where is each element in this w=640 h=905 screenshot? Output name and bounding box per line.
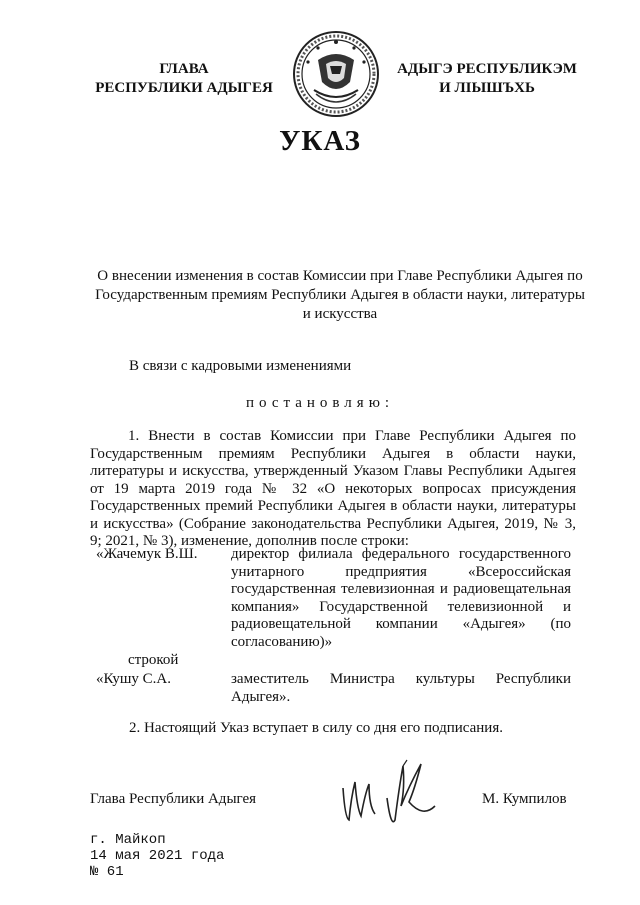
paragraph-2: 2. Настоящий Указ вступает в силу со дня его подписания. — [129, 720, 503, 736]
signatory-name: М. Кумпилов — [482, 791, 567, 807]
handwritten-signature — [335, 758, 445, 828]
document-title: УКАЗ — [279, 125, 361, 157]
decree-number: № 61 — [90, 864, 124, 880]
issuer-line-2: РЕСПУБЛИКИ АДЫГЕЯ — [95, 80, 273, 96]
issuer-adyghe-line-1: АДЫГЭ РЕСПУБЛИКЭМ — [397, 61, 577, 77]
with-line-label: строкой — [128, 652, 179, 668]
issuer-header-russian — [84, 60, 284, 98]
issue-date: 14 мая 2021 года — [90, 848, 225, 864]
document-subject: О внесении изменения в состав Комиссии при Главе Республики Адыгея по Государственным премиям Республики Адыгея в области науки, литературы и искусства — [95, 268, 585, 322]
paragraph-1-text: 1. Внести в состав Комиссии при Главе Республики Адыгея по Государственным премиям Республики Адыгея в области науки, литературы и искусства, утвержденный Указом Главы Республики Адыгея от 19 марта 2019 года № 32 «О некоторых вопросах присуждения Государственных премий Республики Адыгея в области науки, литературы и искусства» (Собрание законодательства Республики Адыгея, 2019, № 3, 9; 2021, № 3), изменение, дополнив после строки: — [90, 428, 576, 549]
member-position-new: заместитель Министра культуры Республики Адыгея». — [231, 671, 571, 705]
decree-word: постановляю: — [245, 395, 395, 411]
issuer-adyghe-line-2: И ЛІЫШЪХЬ — [439, 80, 535, 96]
member-name-existing: «Жачемук В.Ш. — [96, 546, 198, 562]
member-name-new: «Кушу С.А. — [96, 671, 172, 687]
signatory-role: Глава Республики Адыгея — [90, 791, 257, 807]
preamble: В связи с кадровыми изменениями — [129, 358, 352, 374]
coat-of-arms-emblem — [292, 30, 380, 118]
member-position-existing: директор филиала федерального государственного унитарного предприятия «Всероссийская государственная телевизионная и радиовещательная компания» Государственной телевизионной и радиовещательной компании «Адыгея» (по согласованию)» — [231, 546, 571, 650]
issue-place: г. Майкоп — [90, 832, 166, 848]
issuer-line-1: ГЛАВА — [159, 61, 209, 77]
paragraph-1 — [90, 428, 576, 551]
issuer-header-adyghe — [394, 60, 580, 98]
